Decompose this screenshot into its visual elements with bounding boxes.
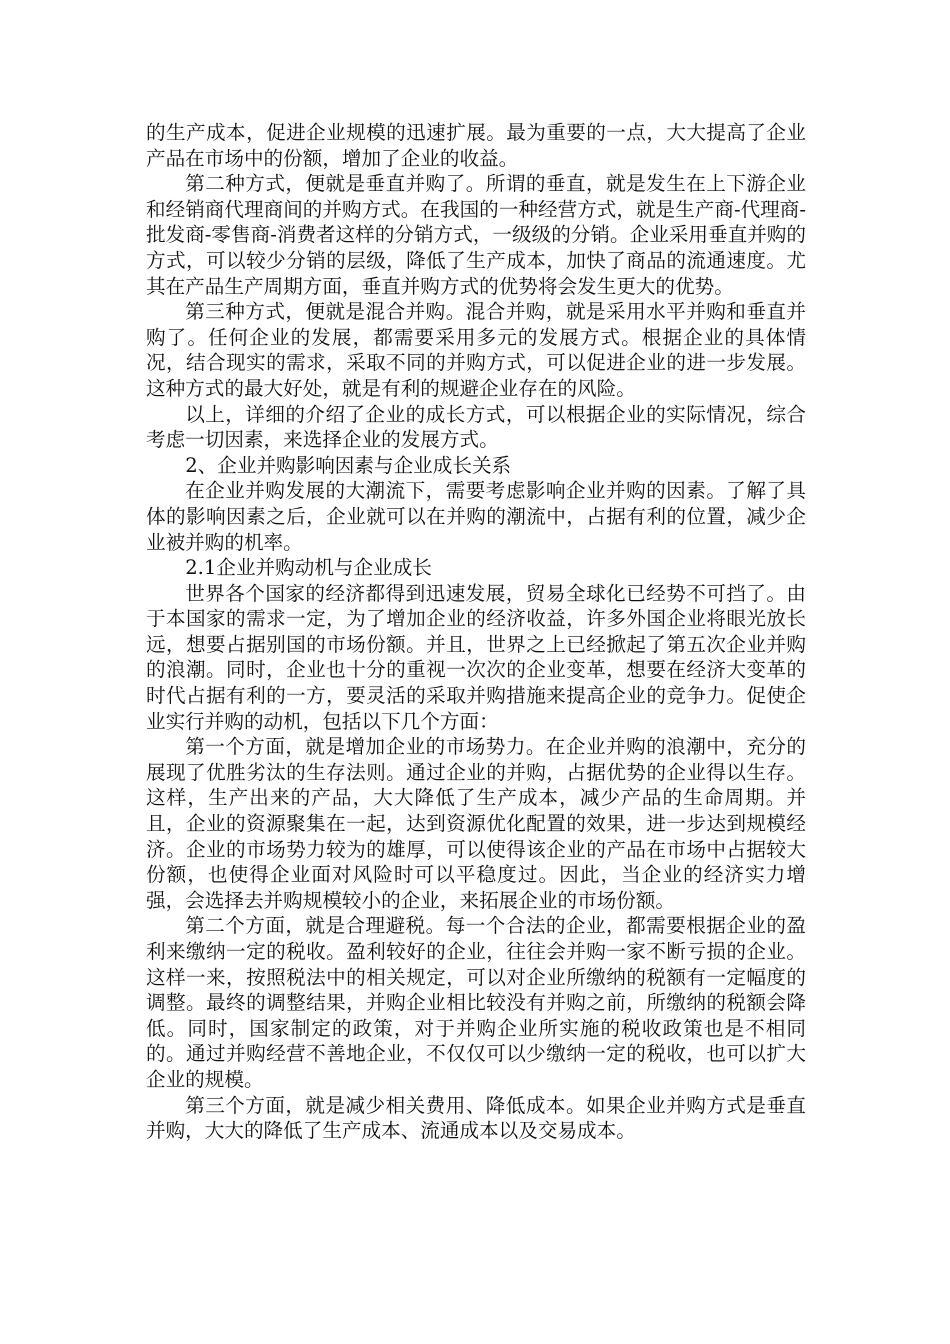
paragraph-mixed-merger: 第三种方式，便就是混合并购。混合并购，就是采用水平并购和垂直并购了。任何企业的发展，都需要采用多元的发展方式。根据企业的具体情况，结合现实的需求，采取不同的并购方式，可以促进企业的进一步发展。这种方式的最大好处，就是有利的规避企业存在的风险。 <box>146 300 806 400</box>
document-body <box>146 120 806 1144</box>
paragraph-market-power: 第一个方面，就是增加企业的市场势力。在企业并购的浪潮中，充分的展现了优胜劣汰的生存法则。通过企业的并购，占据优势的企业得以生存。这样，生产出来的产品，大大降低了生产成本，减少产品的生命周期。并且，企业的资源聚集在一起，达到资源优化配置的效果，进一步达到规模经济。企业的市场势力较为的雄厚，可以使得该企业的产品在市场中占据较大份额，也使得企业面对风险时可以平稳度过。因此，当企业的经济实力增强，会选择去并购规模较小的企业，来拓展企业的市场份额。 <box>146 735 806 912</box>
paragraph-motivation-intro: 世界各个国家的经济都得到迅速发展，贸易全球化已经势不可挡了。由于本国家的需求一定，为了增加企业的经济收益，许多外国企业将眼光放长远，想要占据别国的市场份额。并且，世界之上已经掀起了第五次企业并购的浪潮。同时，企业也十分的重视一次次的企业变革，想要在经济大变革的时代占据有利的一方，要灵活的采取并购措施来提高企业的竞争力。促使企业实行并购的动机，包括以下几个方面： <box>146 581 806 733</box>
paragraph-tax-avoidance: 第二个方面，就是合理避税。每一个合法的企业，都需要根据企业的盈利来缴纳一定的税收。盈利较好的企业，往往会并购一家不断亏损的企业。这样一来，按照税法中的相关规定，可以对企业所缴纳的税额有一定幅度的调整。最终的调整结果，并购企业相比较没有并购之前，所缴纳的税额会降低。同时，国家制定的政策，对于并购企业所实施的税收政策也是不相同的。通过并购经营不善地企业，不仅仅可以少缴纳一定的税收，也可以扩大企业的规模。 <box>146 914 806 1091</box>
paragraph-vertical-merger: 第二种方式，便就是垂直并购了。所谓的垂直，就是发生在上下游企业和经销商代理商间的并购方式。在我国的一种经营方式，就是生产商-代理商-批发商-零售商-消费者这样的分销方式，一级级的分销。企业采用垂直并购的方式，可以较少分销的层级，降低了生产成本，加快了商品的流通速度。尤其在产品生产周期方面，垂直并购方式的优势将会发生更大的优势。 <box>146 172 806 298</box>
paragraph-section-intro: 在企业并购发展的大潮流下，需要考虑影响企业并购的因素。了解了具体的影响因素之后，企业就可以在并购的潮流中，占据有利的位置，减少企业被并购的机率。 <box>146 479 806 554</box>
paragraph-continuation: 的生产成本，促进企业规模的迅速扩展。最为重要的一点，大大提高了企业产品在市场中的份额，增加了企业的收益。 <box>146 121 806 170</box>
paragraph-summary: 以上，详细的介绍了企业的成长方式，可以根据企业的实际情况，综合考虑一切因素，来选择企业的发展方式。 <box>146 402 806 452</box>
paragraph-cost-reduction: 第三个方面，就是减少相关费用、降低成本。如果企业并购方式是垂直并购，大大的降低了生产成本、流通成本以及交易成本。 <box>146 1093 806 1143</box>
section-heading-2: 2、企业并购影响因素与企业成长关系 <box>185 453 512 477</box>
section-heading-2-1: 2.1企业并购动机与企业成长 <box>185 556 432 580</box>
